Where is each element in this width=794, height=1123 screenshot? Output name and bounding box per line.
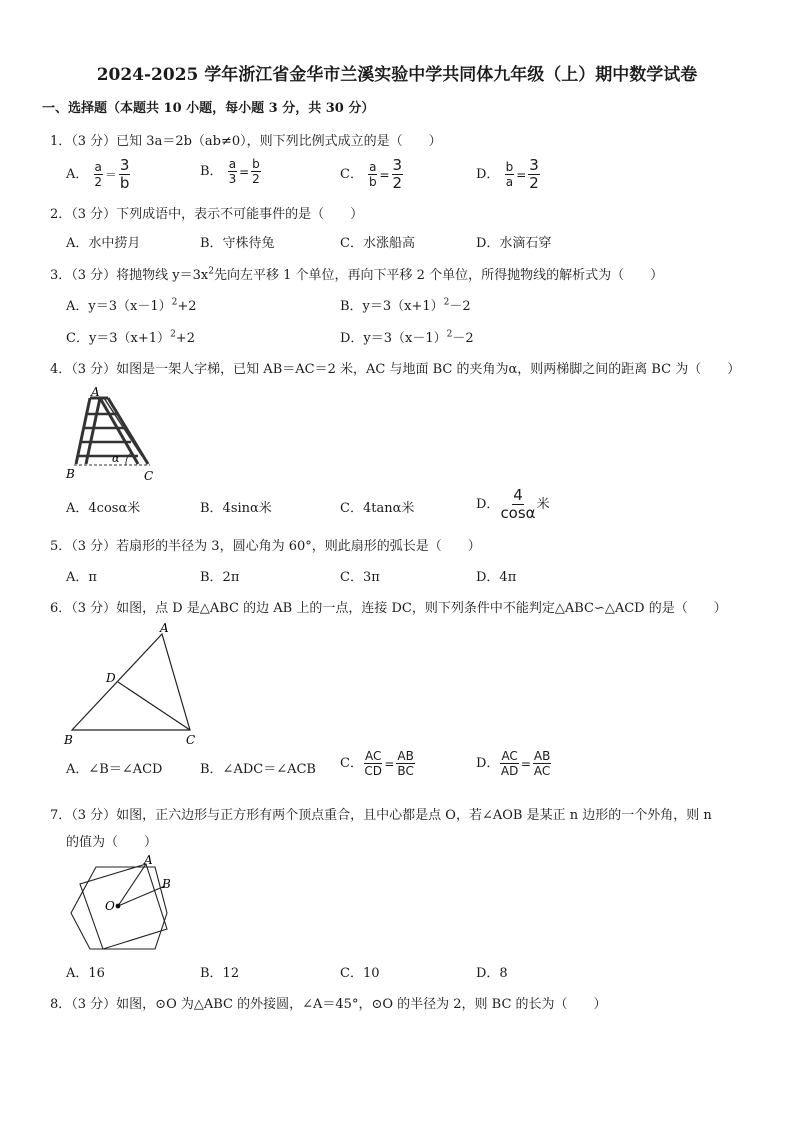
q1-option-c: C． $\frac{a}{b}$ = $\frac{3}{2}$: [340, 156, 403, 192]
q2-option-d: D．水滴石穿: [476, 236, 552, 251]
q6-option-b: B．∠ADC＝∠ACB: [200, 762, 316, 777]
q6-stem: 6．（3 分）如图，点 D 是△ABC 的边 AB 上的一点，连接 DC，则下列条件中不能判定△ABC∽△ACD 的是（ ）: [50, 601, 727, 616]
triangle-label-d: D: [106, 671, 116, 685]
q3-stem: 3．（3 分）将抛物线 $y=3x^2$先向左平移 1 个单位，再向下平移 2 个单位，所得抛物线的解析式为（ ）: [50, 266, 664, 283]
section-heading: 一、选择题（本题共 10 小题，每小题 3 分，共 30 分）: [42, 101, 375, 116]
q2-option-c: C．水涨船高: [340, 236, 415, 251]
q5-option-a: A．π: [66, 570, 97, 585]
square-shape: [80, 864, 167, 949]
q6-option-c: C． $\frac{AC}{CD}$ = $\frac{AB}{BC}$: [340, 749, 414, 778]
q4-option-b: B．4sinα米: [200, 501, 272, 516]
q7-option-a: A．16: [66, 966, 105, 981]
q1-option-d: D． $\frac{b}{a}$ = $\frac{3}{2}$: [476, 156, 539, 192]
q6-option-d: D． $\frac{AC}{AD}$ = $\frac{AB}{AC}$: [476, 749, 551, 778]
hexagon-label-b: B: [162, 877, 171, 891]
q2-stem: 2．（3 分）下列成语中，表示不可能事件的是（ ）: [50, 207, 364, 222]
q1-option-a: A． $\frac{a}{2}$ ＝ $\frac{3}{b}$: [66, 156, 130, 192]
q3-option-a: A．$y=3(x-1)^2+2$: [66, 297, 197, 314]
q7-stem-line2: 的值为（ ）: [66, 835, 158, 850]
hexagon-label-o: O: [105, 899, 115, 913]
q7-stem-line1: 7．（3 分）如图，正六边形与正方形有两个顶点重合，且中心都是点 O，若∠AOB 是某正 n 边形的一个外角，则 n: [50, 808, 712, 823]
hexagon-label-a: A: [144, 853, 153, 867]
q4-option-a: A．4cosα米: [66, 501, 141, 516]
triangle-figure: [60, 620, 210, 750]
q1-stem: 1．（3 分）已知 3a＝2b（ab≠0），则下列比例式成立的是（ ）: [50, 134, 442, 149]
ladder-label-a: A: [91, 385, 100, 399]
q4-stem: 4．（3 分）如图是一架人字梯，已知 AB＝AC＝2 米，AC 与地面 BC 的夹角为α，则两梯脚之间的距离 BC 为（ ）: [50, 362, 741, 377]
q5-stem: 5．（3 分）若扇形的半径为 3，圆心角为 60°，则此扇形的弧长是（ ）: [50, 539, 481, 554]
q4-option-d: D． $\frac{4}{\cos\alpha}$ 米: [476, 486, 550, 522]
page-title: 2024-2025 学年浙江省金华市兰溪实验中学共同体九年级（上）期中数学试卷: [96, 65, 698, 85]
q7-option-b: B．12: [200, 966, 240, 981]
triangle-label-c: C: [186, 733, 196, 747]
ladder-label-c: C: [144, 469, 154, 483]
q8-stem: 8．（3 分）如图，⊙O 为△ABC 的外接圆，∠A＝45°，⊙O 的半径为 2，则 BC 的长为（ ）: [50, 997, 607, 1012]
q3-option-c: C．$y=3(x+1)^2+2$: [66, 329, 195, 346]
q2-option-b: B．守株待兔: [200, 236, 275, 251]
triangle-label-b: B: [64, 733, 73, 747]
ladder-figure: [60, 384, 160, 484]
q3-option-d: D．$y=3(x-1)^2-2$: [340, 329, 474, 346]
q6-option-a: A．∠B＝∠ACD: [66, 762, 163, 777]
q4-option-c: C．4tanα米: [340, 501, 415, 516]
q5-option-b: B．2π: [200, 570, 240, 585]
q3-option-b: B．$y=3(x+1)^2-2$: [340, 297, 471, 314]
triangle-label-a: A: [160, 621, 169, 635]
q5-option-c: C．3π: [340, 570, 380, 585]
q1-option-b: B． $\frac{a}{3}$ = $\frac{b}{2}$: [200, 157, 260, 186]
ladder-label-b: B: [66, 467, 75, 481]
hexagon-square-figure: [60, 850, 190, 960]
q7-option-d: D．8: [476, 966, 508, 981]
q7-option-c: C．10: [340, 966, 380, 981]
q5-option-d: D．4π: [476, 570, 517, 585]
ladder-label-alpha: α: [112, 452, 120, 465]
q2-option-a: A．水中捞月: [66, 236, 141, 251]
